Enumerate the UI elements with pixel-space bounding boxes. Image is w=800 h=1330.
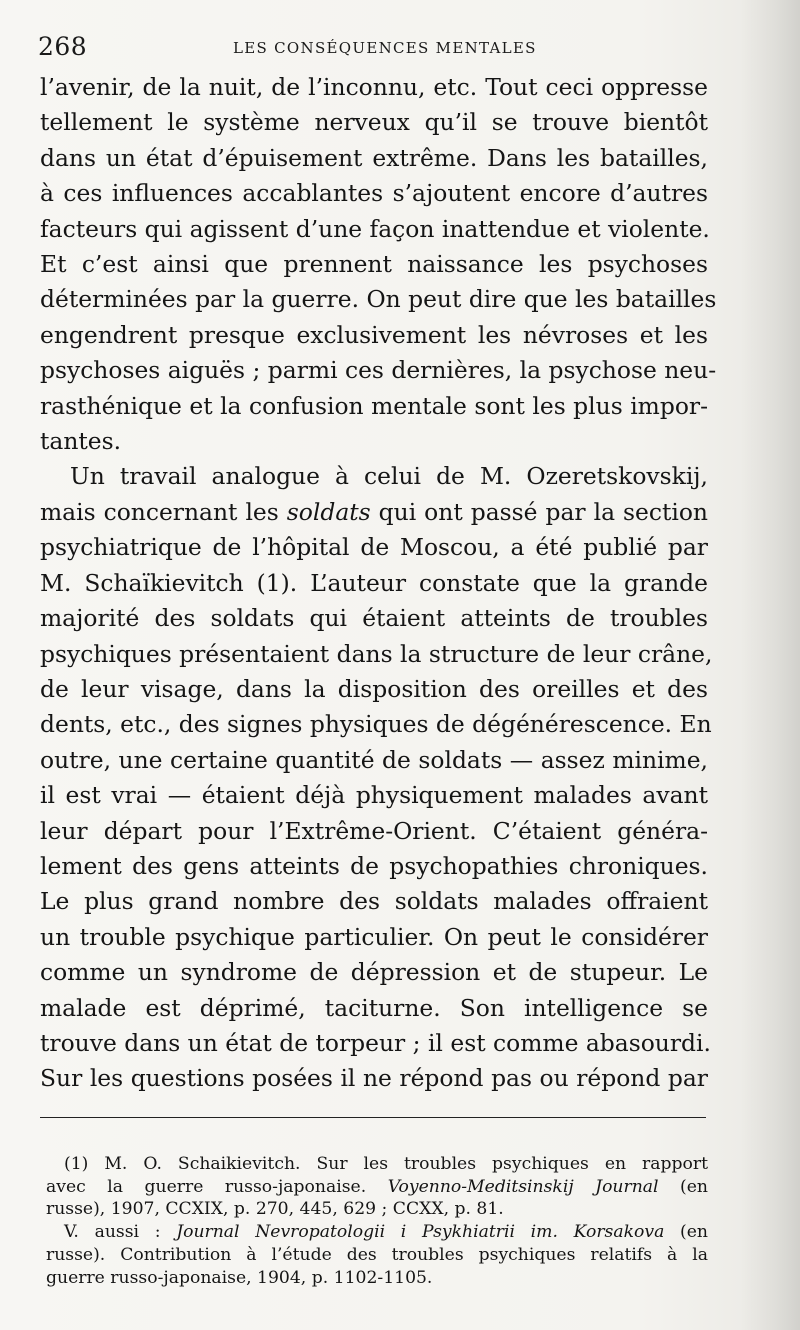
text-run: (en — [658, 1176, 708, 1197]
text-line: il est vrai — étaient déjà physiquement malades avant — [40, 781, 708, 810]
text-run: qui ont passé par la section — [370, 497, 708, 526]
page-gutter-shadow — [740, 0, 800, 1330]
text-run: avec la guerre russo-japonaise. — [46, 1176, 388, 1197]
text-line: de leur visage, dans la disposition des oreilles et des — [40, 674, 708, 703]
text-line: majorité des soldats qui étaient atteints de troubles — [40, 604, 708, 633]
footnote-line-with-italic — [46, 1221, 708, 1244]
text-line: psychiatrique de l’hôpital de Moscou, a été publié par — [40, 533, 708, 562]
text-line: Le plus grand nombre des soldats malades offraient — [40, 887, 708, 916]
text-line: comme un syndrome de dépression et de stupeur. Le — [40, 958, 708, 987]
page-number: 268 — [38, 32, 88, 61]
running-head — [38, 32, 708, 66]
text-run: (en — [664, 1222, 708, 1243]
text-line: déterminées par la guerre. On peut dire que les batailles — [40, 285, 717, 314]
italic-journal-title: Voyenno-Meditsinskij Journal — [387, 1176, 659, 1197]
text-line: l’avenir, de la nuit, de l’inconnu, etc. Tout ceci oppresse — [40, 73, 708, 101]
text-line: rasthénique et la confusion mentale sont les plus impor- — [40, 391, 708, 420]
text-line-with-italic — [40, 495, 708, 530]
text-line: outre, une certaine quantité de soldats — assez minime, — [40, 745, 708, 774]
text-line: tellement le système nerveux qu’il se trouve bientôt — [40, 108, 708, 137]
paragraph-2 — [40, 459, 713, 1096]
text-line: psychiques présentaient dans la structure de leur crâne, — [40, 639, 713, 668]
text-line: dents, etc., des signes physiques de dégénérescence. En — [40, 710, 712, 739]
text-line: tantes. — [40, 427, 122, 456]
italic-journal-title: Journal Nevropatologii i Psykhiatrii im. Korsakova — [176, 1222, 665, 1243]
footnotes — [46, 1153, 708, 1289]
footnote-rule — [40, 1117, 706, 1118]
text-line: Et c’est ainsi que prennent naissance les psychoses — [40, 250, 708, 279]
text-line: leur départ pour l’Extrême-Orient. C’étaient généra- — [40, 816, 708, 845]
text-line: psychoses aiguës ; parmi ces dernières, la psychose neu- — [40, 356, 717, 385]
text-run: mais concernant les — [40, 497, 287, 526]
text-line: un trouble psychique particulier. On peut le considérer — [40, 922, 708, 951]
text-line: dans un état d’épuisement extrême. Dans les batailles, — [40, 143, 708, 172]
text-line: trouve dans un état de torpeur ; il est comme abasourdi. — [40, 1028, 711, 1057]
text-line: engendrent presque exclusivement les névroses et les — [40, 320, 708, 349]
text-line: M. Schaïkievitch (1). L’auteur constate que la grande — [40, 568, 708, 597]
footnote-line: russe). Contribution à l’étude des troubles psychiques relatifs à la — [46, 1244, 708, 1265]
body-text — [40, 70, 717, 1097]
italic-word: soldats — [286, 497, 371, 526]
text-line: Sur les questions posées il ne répond pas ou répond par — [40, 1064, 708, 1093]
text-run: V. aussi : — [64, 1222, 177, 1243]
paragraph-1 — [40, 70, 717, 459]
text-line: à ces influences accablantes s’ajoutent encore d’autres — [40, 179, 708, 208]
text-line: facteurs qui agissent d’une façon inattendue et violente. — [40, 214, 710, 243]
text-line: Un travail analogue à celui de M. Ozeretskovskij, — [70, 462, 708, 491]
footnote-line-with-italic — [46, 1176, 708, 1199]
text-line: lement des gens atteints de psychopathies chroniques. — [40, 851, 708, 880]
text-line: malade est déprimé, taciturne. Son intelligence se — [40, 993, 708, 1022]
footnote-line: russe), 1907, CCXIX, p. 270, 445, 629 ; CCXX, p. 81. — [46, 1199, 504, 1220]
footnote-line: (1) M. O. Schaikievitch. Sur les troubles psychiques en rapport — [64, 1154, 708, 1174]
footnote-line: guerre russo-japonaise, 1904, p. 1102-1105. — [46, 1267, 433, 1288]
running-head-title: LES CONSÉQUENCES MENTALES — [233, 39, 537, 57]
